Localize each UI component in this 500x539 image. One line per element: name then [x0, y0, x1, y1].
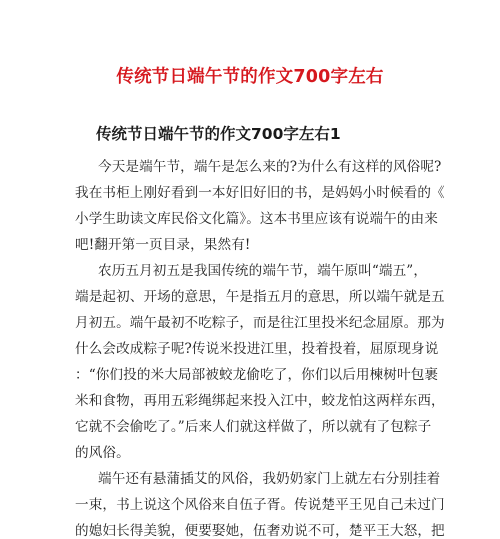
- paragraph-line: 今天是端午节，端午是怎么来的?为什么有这样的风俗呢?: [98, 159, 442, 175]
- paragraph-line: 一束，书上说这个风俗来自伍子胥。传说楚平王见自己未过门: [75, 497, 445, 513]
- document-title: 传统节日端午节的作文700字左右: [116, 67, 384, 87]
- paragraph-line: 小学生助读文库民俗文化篇》。这本书里应该有说端午的由来: [75, 211, 438, 227]
- section-heading: 传统节日端午节的作文700字左右1: [96, 125, 341, 143]
- paragraph-line: 它就不会偷吃了。”后来人们就这样做了，所以就有了包粽子: [75, 419, 432, 435]
- paragraph-line: 我在书柜上刚好看到一本好旧好旧的书，是妈妈小时候看的《: [75, 185, 445, 201]
- paragraph-line: ：“你们投的米大局部被蛟龙偷吃了，你们以后用楝树叶包裹: [75, 367, 439, 383]
- paragraph-line: 米和食物，再用五彩绳绑起来投入江中，蛟龙怕这两样东西，: [75, 393, 445, 409]
- paragraph-line: 的媳妇长得美貌，便要娶她，伍奢劝说不可，楚平王大怒，把: [75, 523, 445, 539]
- paragraph-line: 农历五月初五是我国传统的端午节，端午原叫“端五”，: [98, 263, 428, 279]
- paragraph-line: 什么会改成粽子呢?传说米投进江里，投着投着，屈原现身说: [75, 341, 439, 357]
- paragraph-line: 端午还有悬蒲插艾的风俗，我奶奶家门上就左右分别挂着: [98, 471, 441, 487]
- paragraph-line: 吧!翻开第一页目录，果然有!: [75, 237, 251, 253]
- paragraph-line: 端是起初、开场的意思，午是指五月的意思，所以端午就是五: [75, 289, 445, 305]
- paragraph-line: 月初五。端午最初不吃粽子，而是往江里投米纪念屈原。那为: [75, 315, 445, 331]
- paragraph-line: 的风俗。: [75, 445, 130, 461]
